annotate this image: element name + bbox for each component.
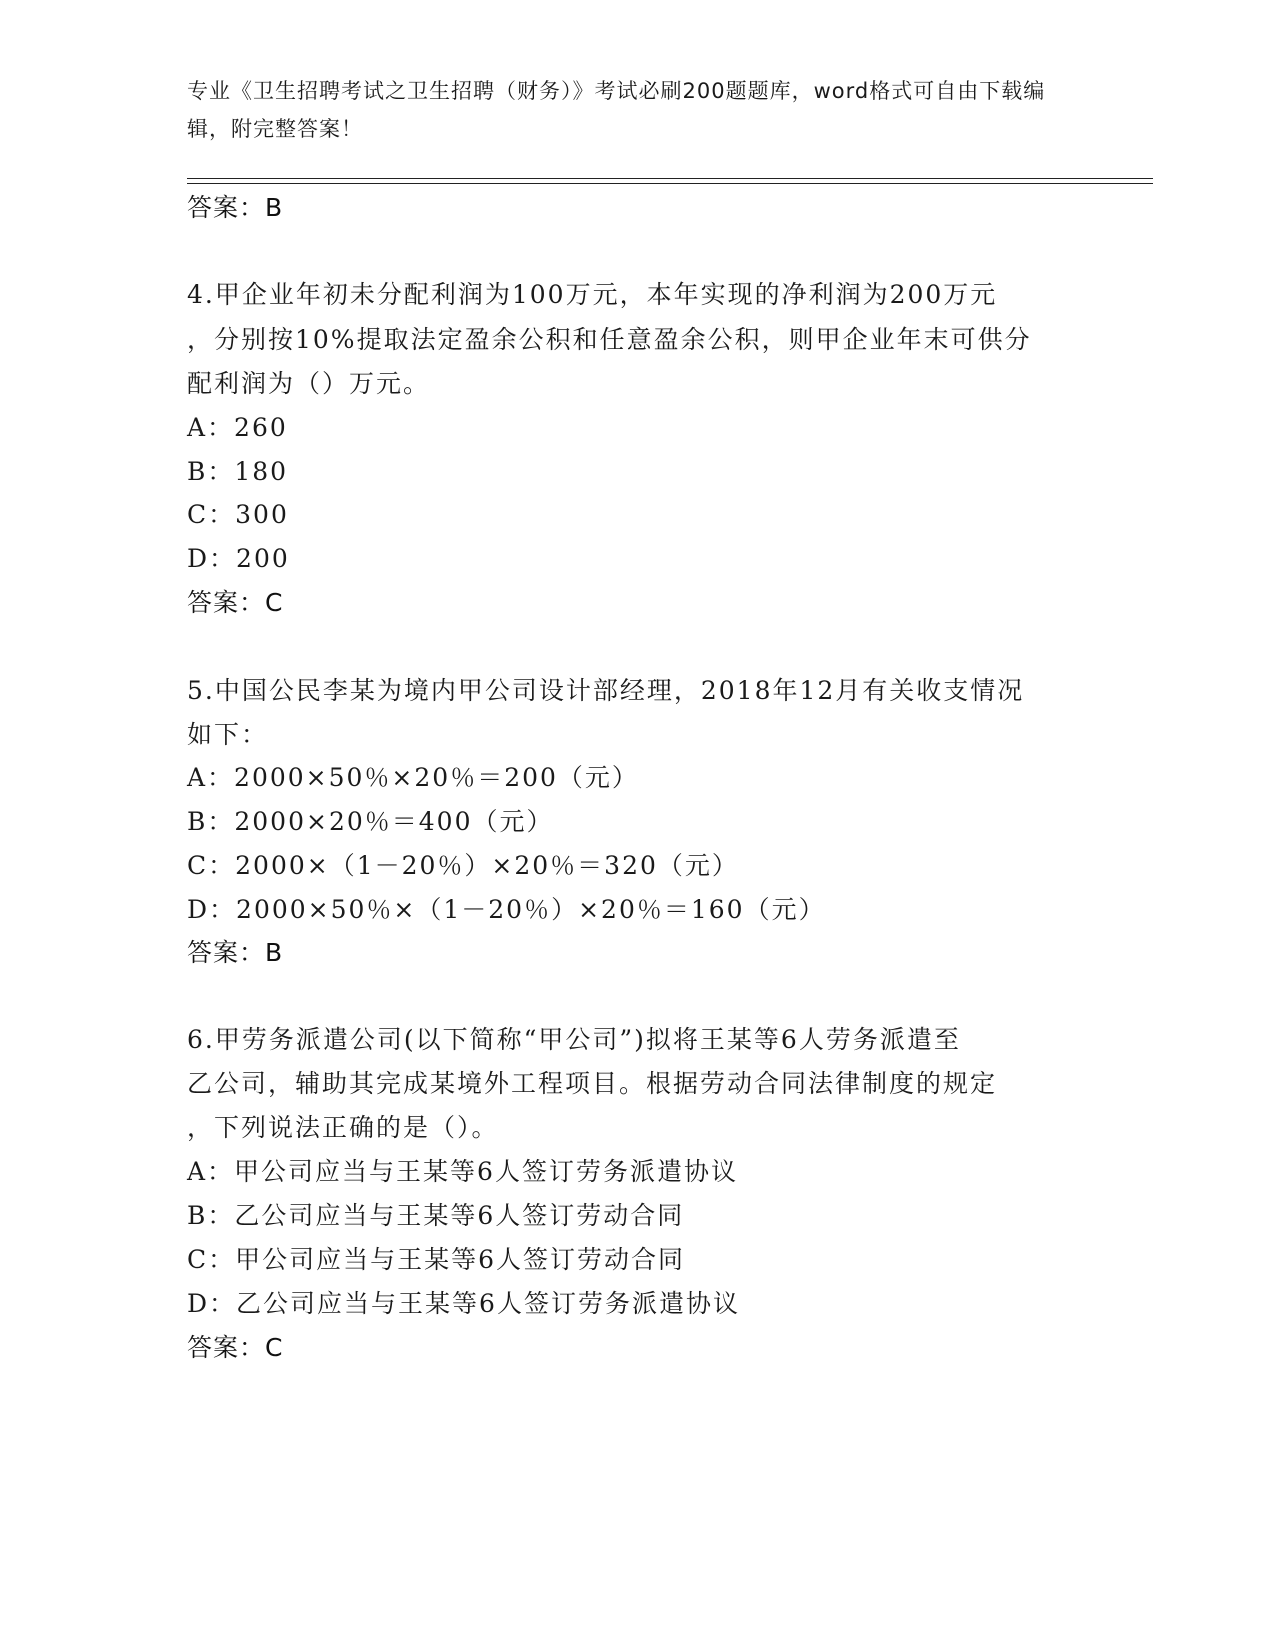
question-6-line-3: ，下列说法正确的是（）。 <box>187 1113 499 1142</box>
question-4-line-1: 4.甲企业年初未分配利润为100万元，本年实现的净利润为200万元 <box>187 280 998 309</box>
answer-q6: 答案：C <box>187 1333 284 1362</box>
question-4-option-b: B：180 <box>187 457 289 486</box>
header-rule-bottom <box>187 183 1153 184</box>
question-6-option-b: B：乙公司应当与王某等6人签订劳动合同 <box>187 1201 685 1230</box>
question-5-line-2: 如下： <box>187 720 269 749</box>
answer-q3: 答案：B <box>187 193 284 222</box>
question-5-option-c: C：2000×（1－20％）×20％＝320（元） <box>187 851 739 880</box>
question-4-line-3: 配利润为（）万元。 <box>187 369 431 398</box>
document-header: 专业《卫生招聘考试之卫生招聘（财务）》考试必刷200题题库，word格式可自由下载编辑，附完整答案！ <box>187 79 1046 141</box>
question-6-line-2: 乙公司，辅助其完成某境外工程项目。根据劳动合同法律制度的规定 <box>187 1069 998 1098</box>
question-4-option-d: D：200 <box>187 544 290 573</box>
question-5-line-1: 5.中国公民李某为境内甲公司设计部经理，2018年12月有关收支情况 <box>187 676 1025 705</box>
question-5-option-d: D：2000×50％×（1－20％）×20％＝160（元） <box>187 895 826 924</box>
answer-q5: 答案：B <box>187 938 284 967</box>
question-4-option-c: C：300 <box>187 500 289 529</box>
question-6-option-d: D：乙公司应当与王某等6人签订劳务派遣协议 <box>187 1289 740 1318</box>
question-4-option-a: A：260 <box>187 413 288 442</box>
header-rule-top <box>187 178 1153 179</box>
question-6-option-c: C：甲公司应当与王某等6人签订劳动合同 <box>187 1245 686 1274</box>
question-4-line-2: ，分别按10%提取法定盈余公积和任意盈余公积，则甲企业年末可供分 <box>187 325 1032 354</box>
question-5-option-b: B：2000×20％＝400（元） <box>187 807 554 836</box>
answer-q4: 答案：C <box>187 588 284 617</box>
question-6-option-a: A：甲公司应当与王某等6人签订劳务派遣协议 <box>187 1157 738 1186</box>
question-5-option-a: A：2000×50％×20％＝200（元） <box>187 763 639 792</box>
question-6-line-1: 6.甲劳务派遣公司(以下简称“甲公司”)拟将王某等6人劳务派遣至 <box>187 1025 961 1054</box>
